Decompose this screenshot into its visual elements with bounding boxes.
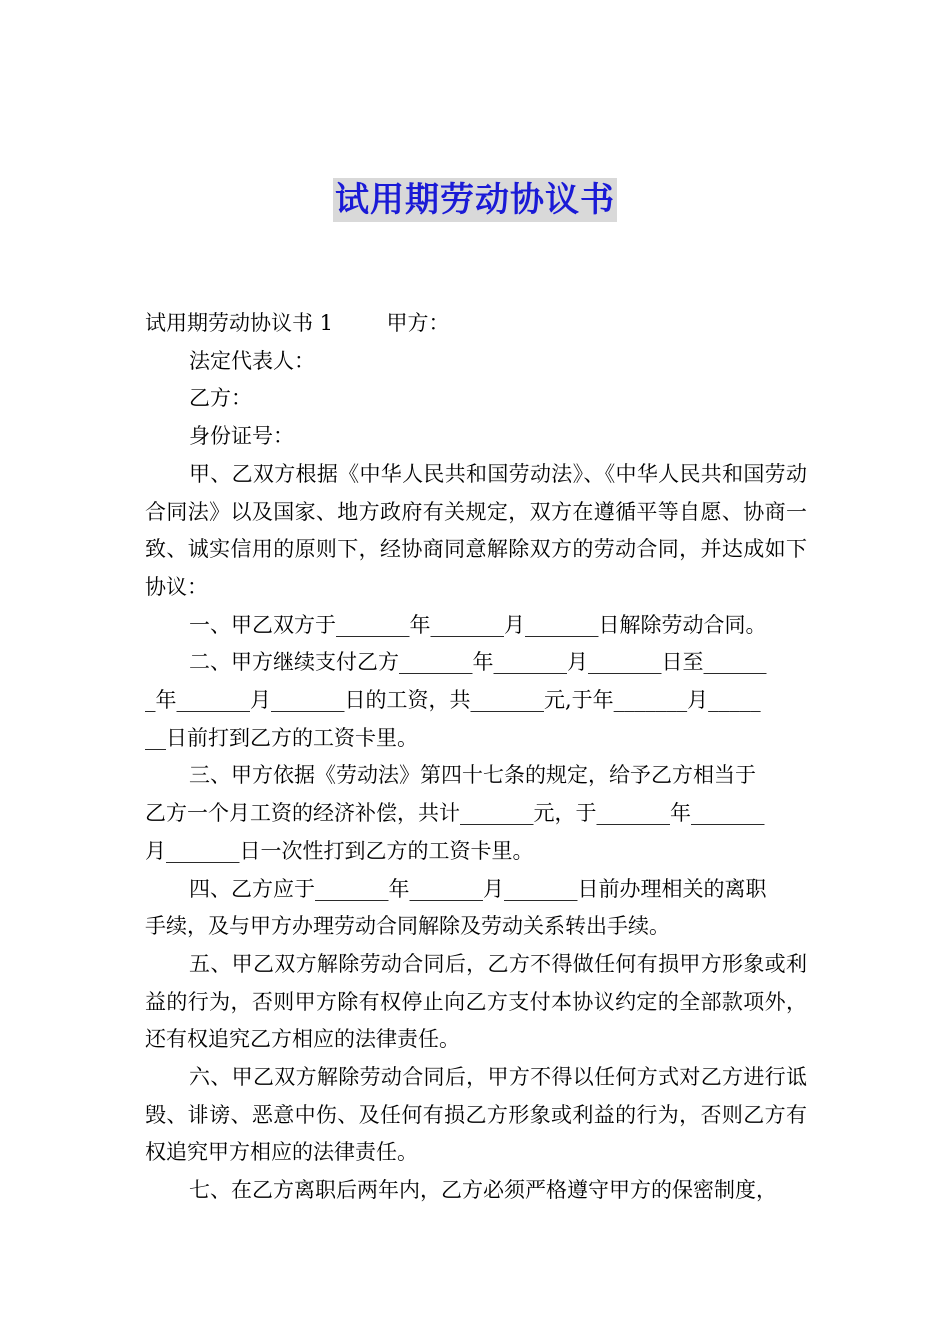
clause-3-line: 月_______日一次性打到乙方的工资卡里。	[145, 838, 534, 863]
clause-5: 五、甲乙双方解除劳动合同后，乙方不得做任何有损甲方形象或利益的行为，否则甲方除有权停止向乙方支付本协议约定的全部款项外，还有权追究乙方相应的法律责任。	[145, 951, 807, 1052]
clause-6: 六、甲乙双方解除劳动合同后，甲方不得以任何方式对乙方进行诋毁、诽谤、恶意中伤、及任何有损乙方形象或利益的行为，否则乙方有权追究甲方相应的法律责任。	[145, 1065, 807, 1165]
clause-4-line: 四、乙方应于_______年_______月_______日前办理相关的离职	[189, 876, 767, 901]
document-title	[0, 178, 950, 228]
clause-3	[145, 757, 807, 870]
clause-4-line: 手续，及与甲方办理劳动合同解除及劳动关系转出手续。	[145, 914, 670, 939]
document-title-text: 试用期劳动协议书	[335, 180, 615, 220]
field-party-b: 乙方：	[189, 386, 252, 411]
clause-2-line: 二、甲方继续支付乙方_______年_______月_______日至______	[189, 650, 767, 675]
clause-3-line: 乙方一个月工资的经济补偿，共计_______元，于_______年_______	[145, 801, 765, 826]
preamble-paragraph: 甲、乙双方根据《中华人民共和国劳动法》、《中华人民共和国劳动合同法》以及国家、地方政府有关规定，双方在遵循平等自愿、协商一致、诚实信用的原则下，经协商同意解除双方的劳动合同，并达成如下协议：	[145, 461, 807, 599]
intro-line: 试用期劳动协议书 1 甲方：	[145, 311, 450, 335]
clause-2	[145, 644, 807, 757]
clause-2-line: _年_______月_______日的工资，共_______元,于年_______月_____	[145, 688, 761, 713]
document-body	[145, 305, 807, 1210]
clause-1: 一、甲乙双方于_______年_______月_______日解除劳动合同。	[189, 612, 767, 637]
clause-4	[145, 871, 807, 946]
clause-3-line: 三、甲方依据《劳动法》第四十七条的规定，给予乙方相当于	[189, 763, 756, 788]
clause-2-line: __日前打到乙方的工资卡里。	[145, 725, 418, 750]
field-legal-representative: 法定代表人：	[189, 348, 315, 373]
field-id-number: 身份证号：	[189, 424, 294, 449]
clause-7: 七、在乙方离职后两年内，乙方必须严格遵守甲方的保密制度，	[189, 1178, 777, 1203]
